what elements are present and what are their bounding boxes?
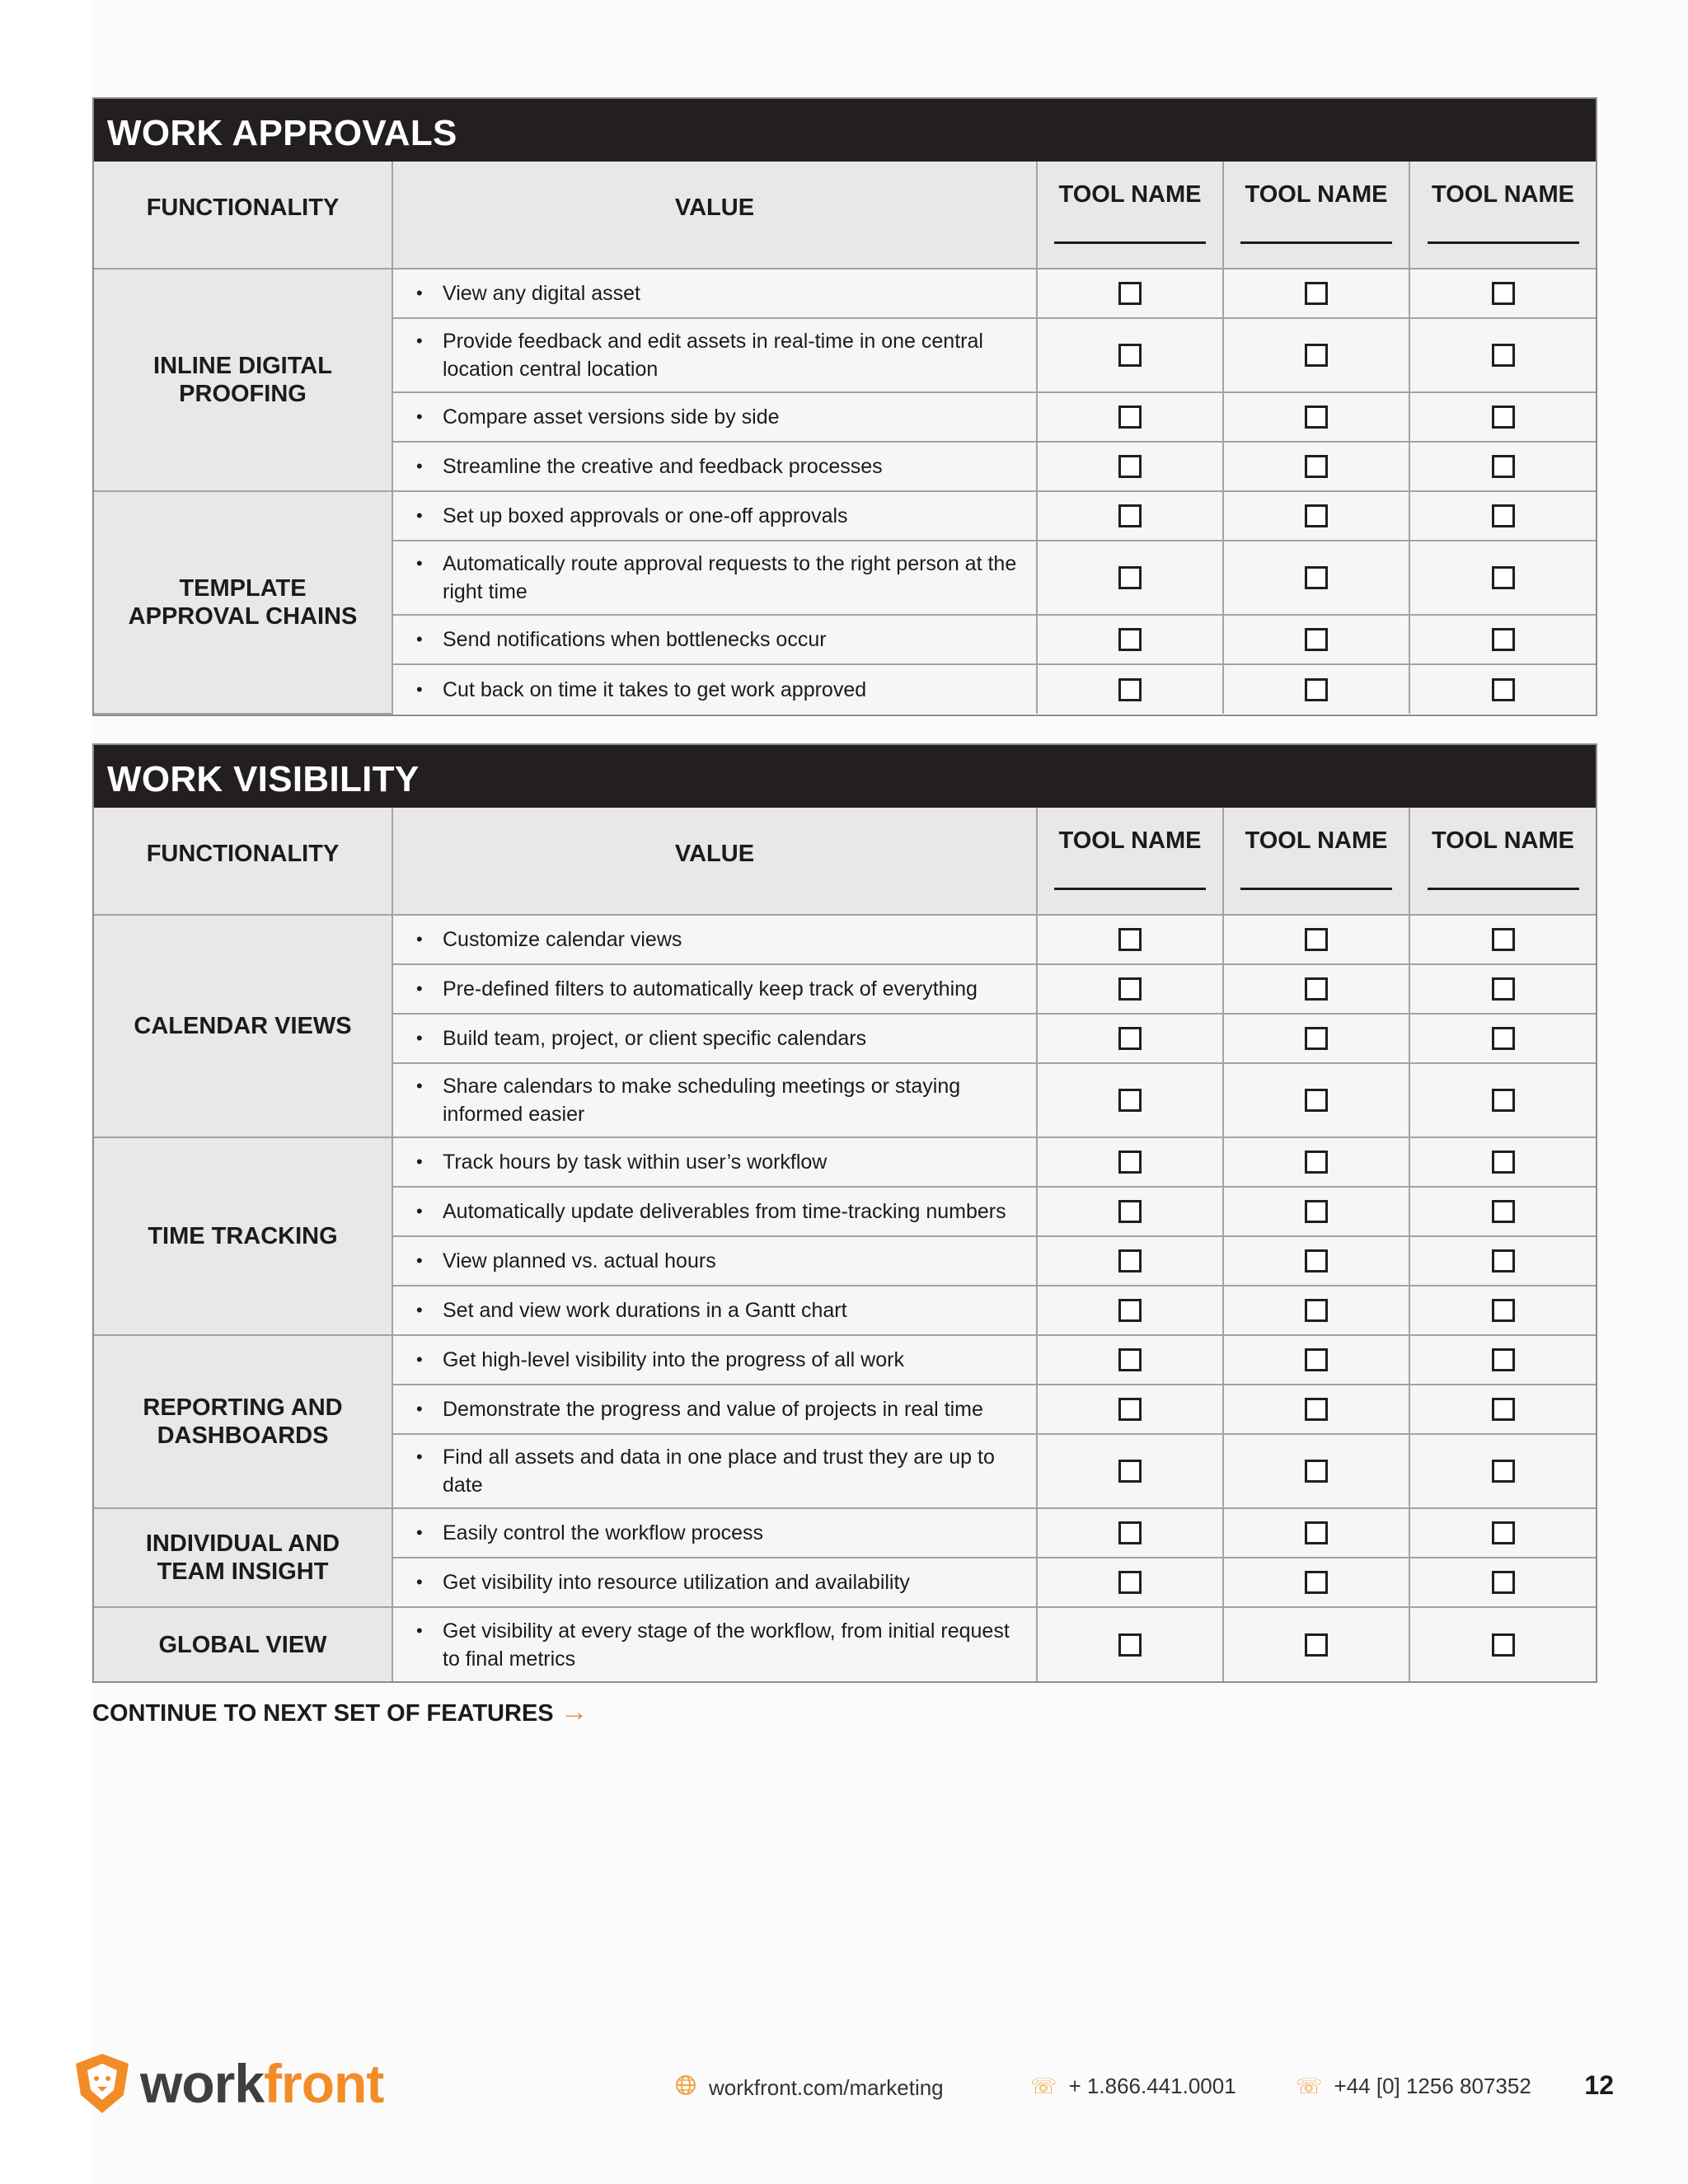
bullet-icon: • [416, 505, 423, 526]
checkbox-cell [1409, 1137, 1596, 1187]
checkbox[interactable] [1305, 1348, 1328, 1371]
checkbox-cell [1409, 915, 1596, 964]
section-title: WORK VISIBILITY [94, 745, 1596, 808]
checkbox-cell [1223, 1335, 1409, 1385]
checkbox-cell [1037, 318, 1223, 392]
checkbox-cell [1037, 1607, 1223, 1681]
checkbox-cell [1037, 541, 1223, 615]
bullet-icon: • [416, 629, 423, 649]
checkbox-cell [1037, 1014, 1223, 1063]
checkbox[interactable] [1492, 1151, 1515, 1174]
functionality-cell: TEMPLATE APPROVAL CHAINS [94, 491, 392, 714]
checkbox[interactable] [1305, 1151, 1328, 1174]
checkbox-cell [1037, 1335, 1223, 1385]
checkbox[interactable] [1492, 1299, 1515, 1322]
bullet-icon: • [416, 678, 423, 700]
checkbox[interactable] [1305, 1200, 1328, 1223]
bullet-icon: • [416, 1250, 423, 1271]
tool-name-label: TOOL NAME [1432, 181, 1574, 208]
lion-shield-icon [73, 2052, 132, 2115]
checkbox[interactable] [1118, 1249, 1142, 1272]
checkbox[interactable] [1492, 344, 1515, 367]
table-row [94, 1137, 1596, 1187]
tool-name-header[interactable] [1223, 808, 1409, 915]
functionality-header: FUNCTIONALITY [94, 162, 392, 269]
phone-uk[interactable] [1296, 2074, 1531, 2099]
checkbox-cell [1409, 1385, 1596, 1434]
value-cell [392, 318, 1037, 392]
value-text: Automatically route approval requests to the right person at the right time [443, 552, 1017, 603]
checkbox-cell [1223, 615, 1409, 664]
value-cell [392, 1607, 1037, 1681]
checkbox[interactable] [1118, 344, 1142, 367]
value-text: Get visibility at every stage of the workflow, from initial request to final metrics [443, 1619, 1010, 1671]
checkbox[interactable] [1118, 1299, 1142, 1322]
checkbox[interactable] [1492, 1348, 1515, 1371]
checkbox[interactable] [1118, 1027, 1142, 1050]
tool-name-blank-line[interactable] [1428, 888, 1579, 890]
checkbox[interactable] [1305, 566, 1328, 589]
functionality-cell: REPORTING AND DASHBOARDS [94, 1335, 392, 1508]
value-cell [392, 615, 1037, 664]
checkbox-cell [1037, 964, 1223, 1014]
value-text: Cut back on time it takes to get work approved [443, 677, 867, 701]
checkbox[interactable] [1118, 977, 1142, 1001]
checkbox-cell [1223, 1385, 1409, 1434]
phone-us[interactable] [1030, 2074, 1236, 2099]
bullet-icon: • [416, 1300, 423, 1320]
tool-name-blank-line[interactable] [1054, 241, 1206, 244]
value-cell [392, 664, 1037, 714]
value-text: Streamline the creative and feedback processes [443, 455, 883, 478]
checkbox[interactable] [1305, 504, 1328, 527]
tool-name-header[interactable] [1223, 162, 1409, 269]
tool-name-label: TOOL NAME [1058, 827, 1202, 854]
phone-uk-text: +44 [0] 1256 807352 [1334, 2074, 1531, 2098]
checkbox[interactable] [1305, 928, 1328, 951]
functionality-cell: GLOBAL VIEW [94, 1607, 392, 1681]
bullet-icon: • [416, 283, 423, 303]
value-cell [392, 442, 1037, 491]
checkbox-cell [1223, 1558, 1409, 1607]
value-cell [392, 1508, 1037, 1558]
tool-name-label: TOOL NAME [1058, 181, 1202, 208]
checkbox[interactable] [1118, 282, 1142, 305]
checkbox[interactable] [1118, 455, 1142, 478]
value-text: Customize calendar views [443, 928, 682, 951]
functionality-header: FUNCTIONALITY [94, 808, 392, 915]
checkbox-cell [1409, 318, 1596, 392]
bullet-icon: • [416, 1349, 423, 1370]
checkbox[interactable] [1492, 1027, 1515, 1050]
checkbox[interactable] [1118, 504, 1142, 527]
value-cell [392, 1063, 1037, 1137]
checkbox[interactable] [1492, 1200, 1515, 1223]
checkbox[interactable] [1305, 1299, 1328, 1322]
checkbox[interactable] [1305, 405, 1328, 429]
checkbox-cell [1223, 318, 1409, 392]
checkbox[interactable] [1118, 1398, 1142, 1421]
value-text: Build team, project, or client specific calendars [443, 1027, 867, 1050]
bullet-icon: • [416, 456, 423, 476]
value-text: Set and view work durations in a Gantt chart [443, 1299, 847, 1322]
checkbox[interactable] [1492, 504, 1515, 527]
value-cell [392, 1137, 1037, 1187]
checkbox-cell [1409, 615, 1596, 664]
checkbox[interactable] [1118, 1460, 1142, 1483]
checkbox-cell [1409, 1558, 1596, 1607]
footer [0, 2044, 1688, 2118]
checkbox-cell [1409, 1434, 1596, 1508]
checkbox[interactable] [1118, 1633, 1142, 1657]
checkbox-cell [1409, 964, 1596, 1014]
bullet-icon: • [416, 978, 423, 999]
tool-name-label: TOOL NAME [1245, 827, 1388, 854]
value-text: Send notifications when bottlenecks occur [443, 628, 827, 651]
checkbox-cell [1409, 541, 1596, 615]
checkbox[interactable] [1305, 344, 1328, 367]
checkbox[interactable] [1118, 628, 1142, 651]
tool-name-header[interactable] [1037, 162, 1223, 269]
checkbox[interactable] [1492, 628, 1515, 651]
checkbox-cell [1409, 1014, 1596, 1063]
checkbox[interactable] [1492, 928, 1515, 951]
checkbox[interactable] [1118, 928, 1142, 951]
checkbox-cell [1223, 964, 1409, 1014]
value-text: Provide feedback and edit assets in real-time in one central location central location [443, 330, 983, 381]
checkbox-cell [1037, 1385, 1223, 1434]
value-text: Pre-defined filters to automatically keep track of everything [443, 977, 978, 1001]
checkbox-cell [1037, 392, 1223, 442]
table-row [94, 1508, 1596, 1558]
checkbox[interactable] [1118, 566, 1142, 589]
bullet-icon: • [416, 1399, 423, 1419]
checkbox-cell [1037, 442, 1223, 491]
bullet-icon: • [416, 1572, 423, 1592]
functionality-cell: CALENDAR VIEWS [94, 915, 392, 1137]
checkbox-cell [1037, 491, 1223, 541]
page-number: 12 [1584, 2070, 1614, 2100]
value-header: VALUE [392, 808, 1037, 915]
checkbox[interactable] [1118, 1089, 1142, 1112]
value-text: Demonstrate the progress and value of projects in real time [443, 1398, 983, 1421]
checkbox-cell [1223, 1014, 1409, 1063]
checkbox-cell [1223, 1508, 1409, 1558]
checkbox-cell [1037, 664, 1223, 714]
checkbox[interactable] [1305, 678, 1328, 701]
workfront-logo[interactable] [73, 2050, 383, 2116]
bullet-icon: • [416, 1028, 423, 1048]
checkbox[interactable] [1305, 977, 1328, 1001]
value-cell [392, 1286, 1037, 1335]
checkbox[interactable] [1305, 1521, 1328, 1544]
work-approvals-section [92, 97, 1597, 716]
tool-name-header[interactable] [1409, 808, 1596, 915]
checkbox-cell [1223, 392, 1409, 442]
value-text: Find all assets and data in one place and trust they are up to date [443, 1446, 995, 1497]
checkbox[interactable] [1492, 455, 1515, 478]
bullet-icon: • [416, 1151, 423, 1172]
checkbox[interactable] [1305, 1398, 1328, 1421]
comparison-table [94, 162, 1596, 715]
continue-label: CONTINUE TO NEXT SET OF FEATURES [92, 1700, 554, 1727]
checkbox[interactable] [1492, 405, 1515, 429]
functionality-cell: INDIVIDUAL AND TEAM INSIGHT [94, 1508, 392, 1607]
logo-wordmark: workfront [140, 2053, 384, 2114]
value-cell [392, 1014, 1037, 1063]
value-cell [392, 915, 1037, 964]
checkbox-cell [1223, 442, 1409, 491]
comparison-table [94, 808, 1596, 1681]
value-text: Share calendars to make scheduling meetings or staying informed easier [443, 1075, 961, 1126]
checkbox-cell [1409, 1607, 1596, 1681]
phone-icon: ☏ [1296, 2074, 1323, 2098]
bullet-icon: • [416, 330, 423, 351]
value-cell [392, 1385, 1037, 1434]
website-link[interactable] [674, 2074, 944, 2102]
table-header-row [94, 162, 1596, 269]
checkbox-cell [1037, 1063, 1223, 1137]
checkbox[interactable] [1118, 1151, 1142, 1174]
bullet-icon: • [416, 1619, 423, 1641]
checkbox-cell [1223, 491, 1409, 541]
value-cell [392, 541, 1037, 615]
checkbox-cell [1037, 615, 1223, 664]
checkbox-cell [1037, 1286, 1223, 1335]
value-cell [392, 964, 1037, 1014]
checkbox[interactable] [1305, 1571, 1328, 1594]
value-cell [392, 1187, 1037, 1236]
checkbox[interactable] [1492, 1521, 1515, 1544]
checkbox[interactable] [1492, 977, 1515, 1001]
checkbox[interactable] [1118, 1348, 1142, 1371]
checkbox[interactable] [1492, 1398, 1515, 1421]
tool-name-blank-line[interactable] [1240, 241, 1392, 244]
checkbox-cell [1409, 1508, 1596, 1558]
checkbox-cell [1037, 1508, 1223, 1558]
checkbox[interactable] [1305, 1089, 1328, 1112]
tool-name-label: TOOL NAME [1432, 827, 1574, 854]
checkbox-cell [1037, 1236, 1223, 1286]
section-title: WORK APPROVALS [94, 99, 1596, 162]
checkbox[interactable] [1305, 1460, 1328, 1483]
value-header: VALUE [392, 162, 1037, 269]
value-cell [392, 1558, 1037, 1607]
checkbox-cell [1409, 1236, 1596, 1286]
checkbox[interactable] [1118, 405, 1142, 429]
bullet-icon: • [416, 1522, 423, 1543]
value-text: Get visibility into resource utilization and availability [443, 1571, 910, 1594]
table-row [94, 269, 1596, 318]
checkbox[interactable] [1492, 1571, 1515, 1594]
bullet-icon: • [416, 929, 423, 949]
checkbox[interactable] [1118, 1571, 1142, 1594]
value-cell [392, 1434, 1037, 1508]
checkbox[interactable] [1118, 1200, 1142, 1223]
checkbox-cell [1409, 664, 1596, 714]
tool-name-label: TOOL NAME [1245, 181, 1388, 208]
checkbox-cell [1409, 1286, 1596, 1335]
checkbox-cell [1037, 1137, 1223, 1187]
bullet-icon: • [416, 406, 423, 427]
value-text: View any digital asset [443, 282, 640, 305]
checkbox-cell [1223, 1137, 1409, 1187]
checkbox[interactable] [1492, 282, 1515, 305]
checkbox[interactable] [1492, 1089, 1515, 1112]
tool-name-blank-line[interactable] [1054, 888, 1206, 890]
checkbox[interactable] [1305, 628, 1328, 651]
functionality-cell: INLINE DIGITAL PROOFING [94, 269, 392, 491]
value-cell [392, 392, 1037, 442]
checkbox-cell [1037, 1187, 1223, 1236]
checkbox[interactable] [1492, 1460, 1515, 1483]
checkbox-cell [1223, 915, 1409, 964]
checkbox-cell [1037, 269, 1223, 318]
phone-icon: ☏ [1030, 2074, 1057, 2098]
table-header-row [94, 808, 1596, 915]
checkbox[interactable] [1118, 678, 1142, 701]
checkbox-cell [1409, 1335, 1596, 1385]
value-cell [392, 491, 1037, 541]
checkbox-cell [1409, 491, 1596, 541]
checkbox-cell [1223, 269, 1409, 318]
checkbox-cell [1037, 915, 1223, 964]
tool-name-header[interactable] [1409, 162, 1596, 269]
checkbox[interactable] [1492, 566, 1515, 589]
checkbox-cell [1409, 392, 1596, 442]
checkbox-cell [1409, 1187, 1596, 1236]
value-text: Automatically update deliverables from time-tracking numbers [443, 1200, 1006, 1223]
value-text: Compare asset versions side by side [443, 405, 780, 429]
value-text: Set up boxed approvals or one-off approvals [443, 504, 848, 527]
table-row [94, 1335, 1596, 1385]
checkbox-cell [1223, 1063, 1409, 1137]
tool-name-blank-line[interactable] [1428, 241, 1579, 244]
checkbox[interactable] [1118, 1521, 1142, 1544]
checkbox-cell [1409, 1063, 1596, 1137]
checkbox-cell [1409, 269, 1596, 318]
checkbox-cell [1223, 1434, 1409, 1508]
bullet-icon: • [416, 1076, 423, 1096]
phone-us-text: + 1.866.441.0001 [1068, 2074, 1236, 2098]
checkbox-cell [1223, 664, 1409, 714]
bullet-icon: • [416, 553, 423, 574]
website-text: workfront.com/marketing [709, 2075, 944, 2100]
checkbox[interactable] [1492, 678, 1515, 701]
bullet-icon: • [416, 1446, 423, 1467]
value-text: Easily control the workflow process [443, 1521, 764, 1544]
checkbox[interactable] [1305, 282, 1328, 305]
checkbox-cell [1223, 1607, 1409, 1681]
checkbox[interactable] [1492, 1633, 1515, 1657]
checkbox-cell [1223, 541, 1409, 615]
bullet-icon: • [416, 1201, 423, 1221]
checkbox[interactable] [1305, 1633, 1328, 1657]
checkbox[interactable] [1305, 455, 1328, 478]
continue-link[interactable] [92, 1696, 588, 1728]
work-visibility-section [92, 743, 1597, 1683]
checkbox-cell [1223, 1187, 1409, 1236]
arrow-right-icon: → [560, 1696, 588, 1727]
checkbox[interactable] [1305, 1249, 1328, 1272]
tool-name-header[interactable] [1037, 808, 1223, 915]
value-cell [392, 1236, 1037, 1286]
checkbox-cell [1037, 1558, 1223, 1607]
checkbox[interactable] [1492, 1249, 1515, 1272]
value-cell [392, 269, 1037, 318]
functionality-cell: TIME TRACKING [94, 1137, 392, 1335]
tool-name-blank-line[interactable] [1240, 888, 1392, 890]
table-row [94, 1607, 1596, 1681]
table-row [94, 491, 1596, 541]
value-text: Get high-level visibility into the progress of all work [443, 1348, 904, 1371]
globe-icon [674, 2074, 697, 2102]
table-row [94, 915, 1596, 964]
value-text: Track hours by task within user’s workflow [443, 1151, 828, 1174]
checkbox-cell [1409, 442, 1596, 491]
checkbox[interactable] [1305, 1027, 1328, 1050]
checkbox-cell [1223, 1286, 1409, 1335]
checkbox-cell [1037, 1434, 1223, 1508]
checkbox-cell [1223, 1236, 1409, 1286]
value-text: View planned vs. actual hours [443, 1249, 716, 1272]
value-cell [392, 1335, 1037, 1385]
